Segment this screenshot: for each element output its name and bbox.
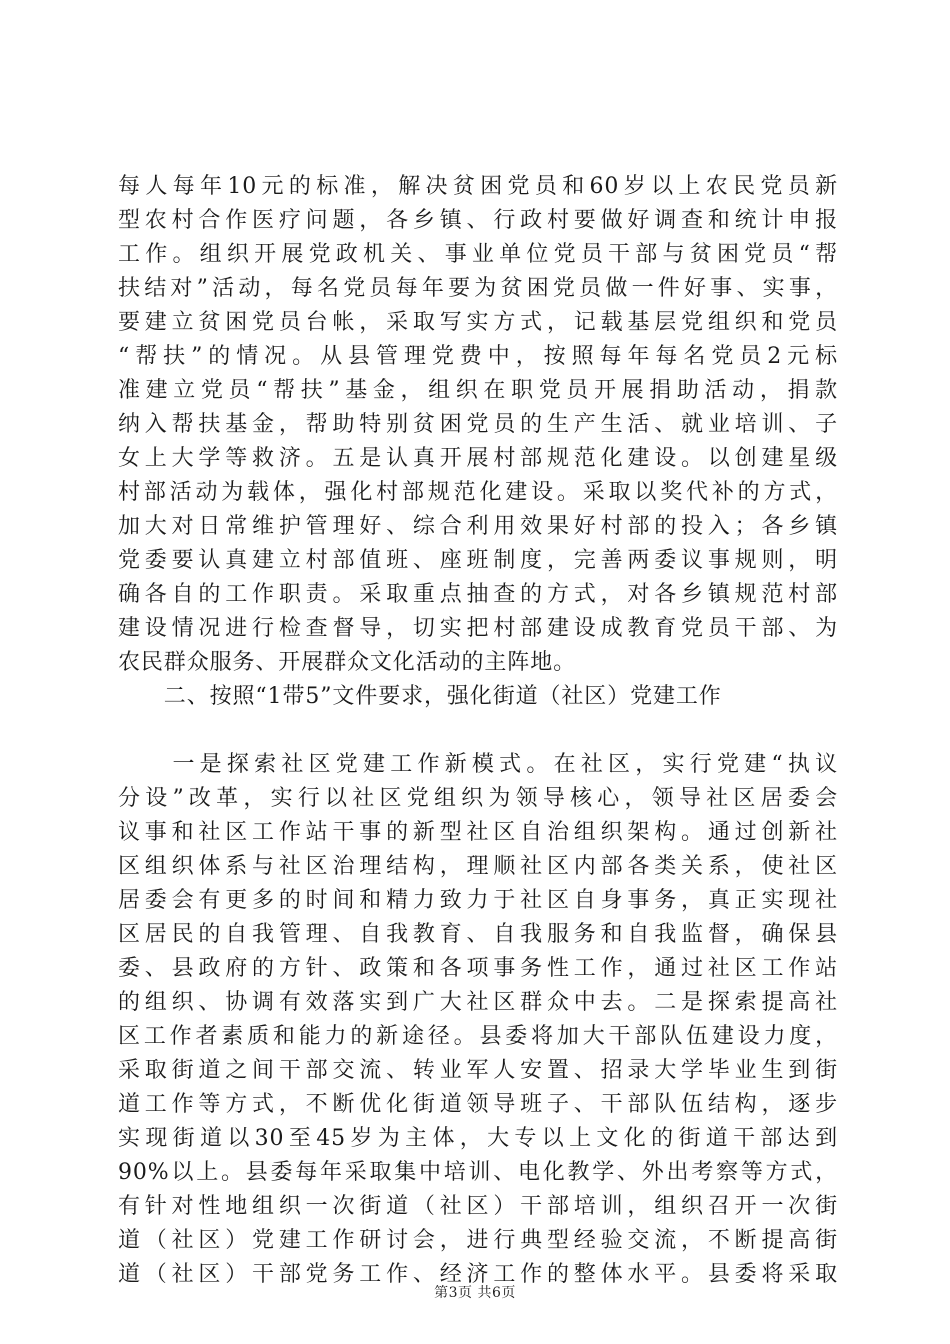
body-line-12: 党委要认真建立村部值班、座班制度，完善两委议事规则，明 (118, 548, 838, 573)
body-line-28: 实现街道以30至45岁为主体，大专以上文化的街道干部达到 (118, 1126, 838, 1151)
body-line-13: 确各自的工作职责。采取重点抽查的方式，对各乡镇规范村部 (118, 582, 838, 607)
section-heading: 二、按照“1带5”文件要求，强化街道（社区）党建工作 (118, 684, 722, 709)
body-line-31: 道（社区）党建工作研讨会，进行典型经验交流，不断提高街 (118, 1228, 838, 1253)
body-line-15: 农民群众服务、开展群众文化活动的主阵地。 (118, 650, 577, 675)
page-number: 第3页 共6页 (434, 1285, 516, 1301)
body-line-6: “帮扶”的情况。从县管理党费中，按照每年每名党员2元标 (118, 344, 838, 369)
body-line-17: 一是探索社区党建工作新模式。在社区，实行党建“执议 (118, 752, 838, 777)
body-line-24: 的组织、协调有效落实到广大社区群众中去。二是探索提高社 (118, 990, 838, 1015)
body-line-2: 型农村合作医疗问题，各乡镇、行政村要做好调查和统计申报 (118, 208, 838, 233)
body-line-18: 分设”改革，实行以社区党组织为领导核心，领导社区居委会 (118, 786, 838, 811)
body-line-29: 90%以上。县委每年采取集中培训、电化教学、外出考察等方式， (118, 1160, 838, 1185)
body-line-5: 要建立贫困党员台帐，采取写实方式，记载基层党组织和党员 (118, 310, 838, 335)
body-line-23: 委、县政府的方针、政策和各项事务性工作，通过社区工作站 (118, 956, 838, 981)
body-line-11: 加大对日常维护管理好、综合利用效果好村部的投入；各乡镇 (118, 514, 838, 539)
body-line-9: 女上大学等救济。五是认真开展村部规范化建设。以创建星级 (118, 446, 838, 471)
body-line-3: 工作。组织开展党政机关、事业单位党员干部与贫困党员“帮 (118, 242, 838, 267)
body-line-4: 扶结对”活动，每名党员每年要为贫困党员做一件好事、实事， (118, 276, 838, 301)
body-line-10: 村部活动为载体，强化村部规范化建设。采取以奖代补的方式， (118, 480, 838, 505)
body-line-14: 建设情况进行检查督导，切实把村部建设成教育党员干部、为 (118, 616, 838, 641)
body-line-19: 议事和社区工作站干事的新型社区自治组织架构。通过创新社 (118, 820, 838, 845)
body-line-32: 道（社区）干部党务工作、经济工作的整体水平。县委将采取 (118, 1262, 838, 1287)
body-line-22: 区居民的自我管理、自我教育、自我服务和自我监督，确保县 (118, 922, 838, 947)
body-line-30: 有针对性地组织一次街道（社区）干部培训，组织召开一次街 (118, 1194, 838, 1219)
body-line-26: 采取街道之间干部交流、转业军人安置、招录大学毕业生到街 (118, 1058, 838, 1083)
body-line-20: 区组织体系与社区治理结构，理顺社区内部各类关系，使社区 (118, 854, 838, 879)
body-line-25: 区工作者素质和能力的新途径。县委将加大干部队伍建设力度， (118, 1024, 838, 1049)
body-line-21: 居委会有更多的时间和精力致力于社区自身事务，真正实现社 (118, 888, 838, 913)
body-line-8: 纳入帮扶基金，帮助特别贫困党员的生产生活、就业培训、子 (118, 412, 838, 437)
body-line-7: 准建立党员“帮扶”基金，组织在职党员开展捐助活动，捐款 (118, 378, 838, 403)
body-line-27: 道工作等方式，不断优化街道领导班子、干部队伍结构，逐步 (118, 1092, 838, 1117)
body-line-1: 每人每年10元的标准，解决贫困党员和60岁以上农民党员新 (118, 174, 838, 199)
